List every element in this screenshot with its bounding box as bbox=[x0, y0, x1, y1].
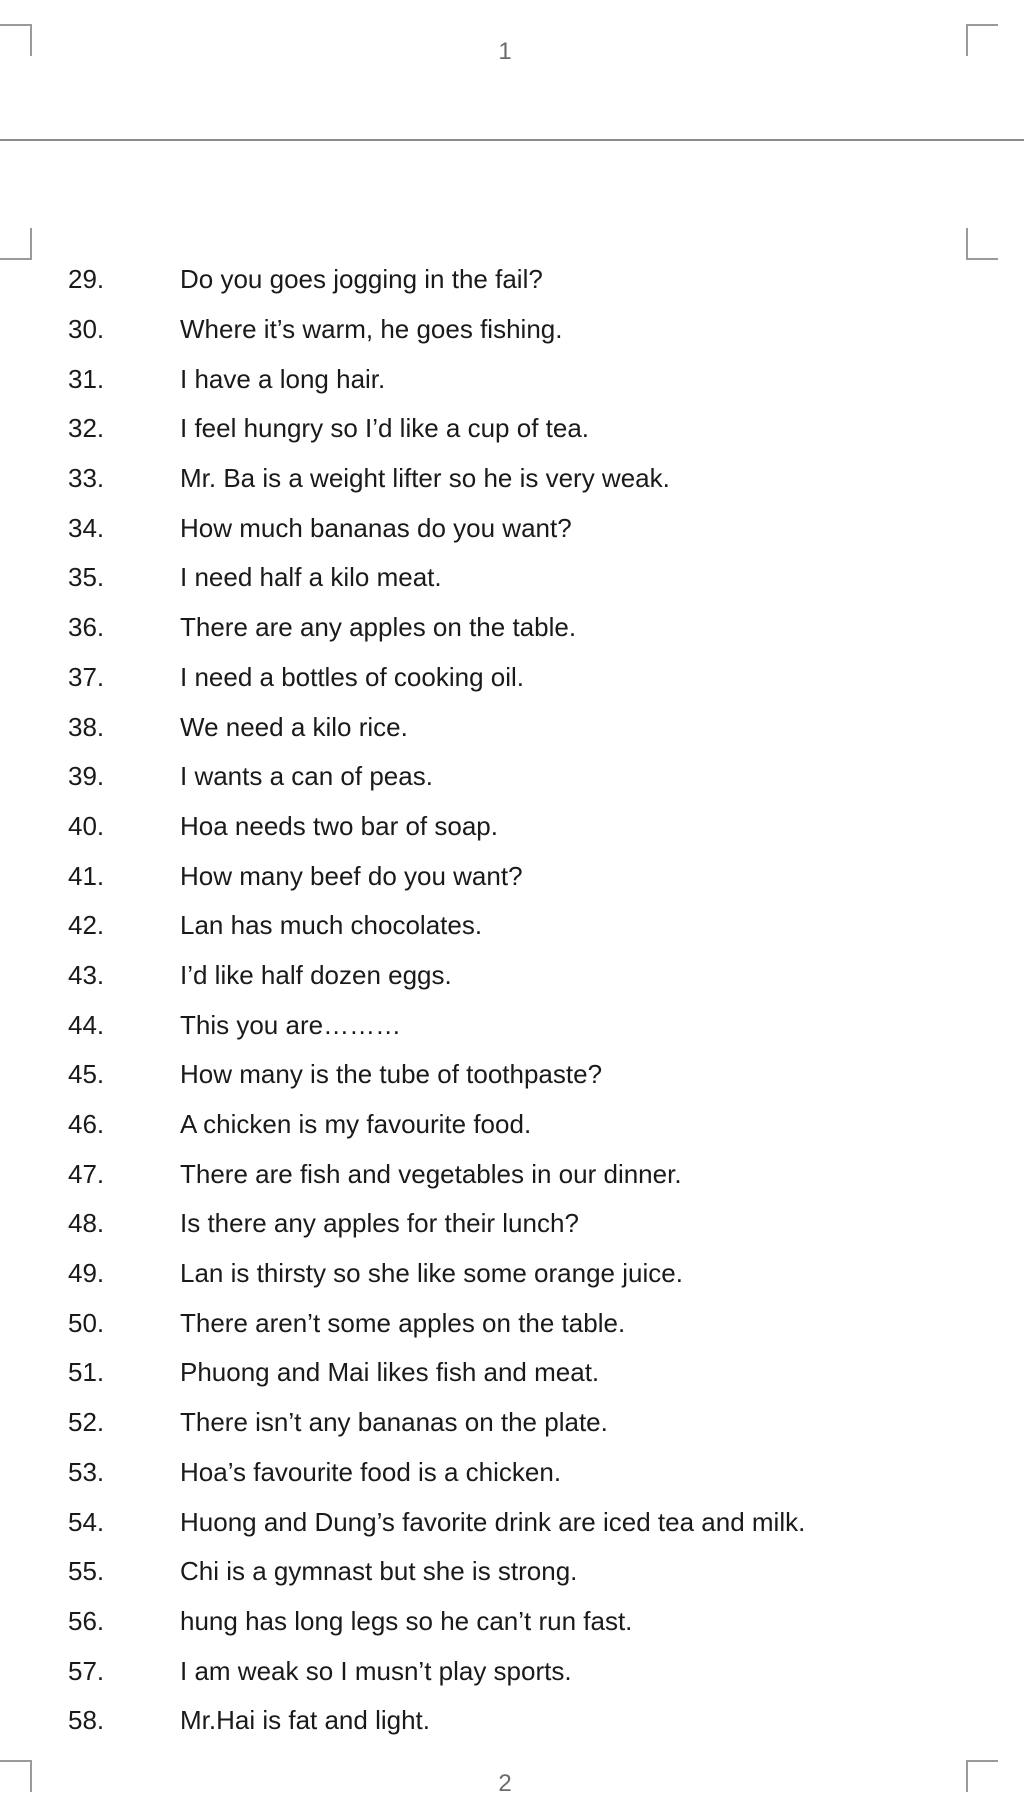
exercise-item bbox=[0, 1497, 1024, 1547]
exercise-item bbox=[0, 653, 1024, 703]
item-number: 38. bbox=[68, 711, 105, 742]
item-sentence: How many beef do you want? bbox=[180, 860, 523, 891]
exercise-item bbox=[0, 1000, 1024, 1050]
item-number: 42. bbox=[68, 910, 105, 941]
item-number: 47. bbox=[68, 1158, 105, 1189]
item-number: 29. bbox=[68, 264, 105, 295]
item-sentence: I am weak so I musn’t play sports. bbox=[180, 1655, 572, 1686]
item-number: 39. bbox=[68, 761, 105, 792]
item-number: 41. bbox=[68, 860, 105, 891]
item-sentence: I need a bottles of cooking oil. bbox=[180, 661, 525, 692]
item-number: 57. bbox=[68, 1655, 105, 1686]
exercise-item bbox=[0, 354, 1024, 404]
exercise-item bbox=[0, 255, 1024, 305]
item-number: 56. bbox=[68, 1605, 105, 1636]
item-number: 55. bbox=[68, 1556, 105, 1587]
item-number: 44. bbox=[68, 1009, 105, 1040]
item-sentence: This you are……… bbox=[180, 1009, 402, 1040]
item-number: 30. bbox=[68, 314, 105, 345]
exercise-item bbox=[0, 1547, 1024, 1597]
crop-mark-top-right bbox=[966, 24, 998, 56]
exercise-item bbox=[0, 1199, 1024, 1249]
item-sentence: We need a kilo rice. bbox=[180, 711, 408, 742]
item-sentence: Chi is a gymnast but she is strong. bbox=[180, 1556, 578, 1587]
exercise-item bbox=[0, 802, 1024, 852]
item-sentence: I have a long hair. bbox=[180, 363, 386, 394]
item-sentence: Huong and Dung’s favorite drink are iced tea and milk. bbox=[180, 1506, 806, 1537]
item-sentence: Do you goes jogging in the fail? bbox=[180, 264, 543, 295]
exercise-item bbox=[0, 1298, 1024, 1348]
exercise-item bbox=[0, 951, 1024, 1001]
item-sentence: There isn’t any bananas on the plate. bbox=[180, 1407, 608, 1438]
item-number: 36. bbox=[68, 612, 105, 643]
item-number: 32. bbox=[68, 413, 105, 444]
exercise-item bbox=[0, 1696, 1024, 1746]
exercise-item bbox=[0, 404, 1024, 454]
item-number: 51. bbox=[68, 1357, 105, 1388]
item-sentence: Is there any apples for their lunch? bbox=[180, 1208, 579, 1239]
item-sentence: I need half a kilo meat. bbox=[180, 562, 442, 593]
exercise-item bbox=[0, 1448, 1024, 1498]
item-number: 46. bbox=[68, 1109, 105, 1140]
exercise-item bbox=[0, 1646, 1024, 1696]
exercise-item bbox=[0, 752, 1024, 802]
exercise-item bbox=[0, 1597, 1024, 1647]
item-sentence: Lan has much chocolates. bbox=[180, 910, 483, 941]
exercise-item bbox=[0, 553, 1024, 603]
item-sentence: There are any apples on the table. bbox=[180, 612, 577, 643]
exercise-list bbox=[0, 255, 1024, 1746]
item-sentence: hung has long legs so he can’t run fast. bbox=[180, 1605, 633, 1636]
item-sentence: Where it’s warm, he goes fishing. bbox=[180, 314, 563, 345]
exercise-item bbox=[0, 851, 1024, 901]
item-number: 33. bbox=[68, 463, 105, 494]
exercise-item bbox=[0, 1050, 1024, 1100]
item-sentence: Phuong and Mai likes fish and meat. bbox=[180, 1357, 600, 1388]
item-sentence: A chicken is my favourite food. bbox=[180, 1109, 532, 1140]
item-number: 54. bbox=[68, 1506, 105, 1537]
item-sentence: How many is the tube of toothpaste? bbox=[180, 1059, 603, 1090]
item-sentence: Hoa’s favourite food is a chicken. bbox=[180, 1456, 562, 1487]
exercise-item bbox=[0, 702, 1024, 752]
item-number: 45. bbox=[68, 1059, 105, 1090]
exercise-item bbox=[0, 454, 1024, 504]
item-sentence: I wants a can of peas. bbox=[180, 761, 433, 792]
item-number: 34. bbox=[68, 512, 105, 543]
item-number: 48. bbox=[68, 1208, 105, 1239]
exercise-item bbox=[0, 1348, 1024, 1398]
item-number: 37. bbox=[68, 661, 105, 692]
item-number: 53. bbox=[68, 1456, 105, 1487]
item-number: 52. bbox=[68, 1407, 105, 1438]
item-number: 35. bbox=[68, 562, 105, 593]
crop-mark-top-left bbox=[0, 24, 32, 56]
item-sentence: I feel hungry so I’d like a cup of tea. bbox=[180, 413, 590, 444]
item-number: 40. bbox=[68, 810, 105, 841]
item-number: 58. bbox=[68, 1705, 105, 1736]
item-sentence: There are fish and vegetables in our dinner. bbox=[180, 1158, 682, 1189]
page-number-top: 1 bbox=[498, 38, 512, 65]
exercise-item bbox=[0, 305, 1024, 355]
item-number: 43. bbox=[68, 959, 105, 990]
exercise-item bbox=[0, 1100, 1024, 1150]
exercise-item bbox=[0, 603, 1024, 653]
item-sentence: Mr. Ba is a weight lifter so he is very weak. bbox=[180, 463, 670, 494]
item-sentence: How much bananas do you want? bbox=[180, 512, 572, 543]
item-sentence: Hoa needs two bar of soap. bbox=[180, 810, 498, 841]
item-number: 49. bbox=[68, 1258, 105, 1289]
item-sentence: I’d like half dozen eggs. bbox=[180, 959, 452, 990]
exercise-item bbox=[0, 1249, 1024, 1299]
item-number: 50. bbox=[68, 1307, 105, 1338]
item-sentence: Lan is thirsty so she like some orange juice. bbox=[180, 1258, 683, 1289]
page-number-bottom: 2 bbox=[498, 1770, 512, 1797]
exercise-item bbox=[0, 1149, 1024, 1199]
exercise-item bbox=[0, 901, 1024, 951]
item-sentence: Mr.Hai is fat and light. bbox=[180, 1705, 430, 1736]
page-separator bbox=[0, 139, 1024, 141]
exercise-item bbox=[0, 1398, 1024, 1448]
exercise-item bbox=[0, 503, 1024, 553]
item-sentence: There aren’t some apples on the table. bbox=[180, 1307, 626, 1338]
item-number: 31. bbox=[68, 363, 105, 394]
